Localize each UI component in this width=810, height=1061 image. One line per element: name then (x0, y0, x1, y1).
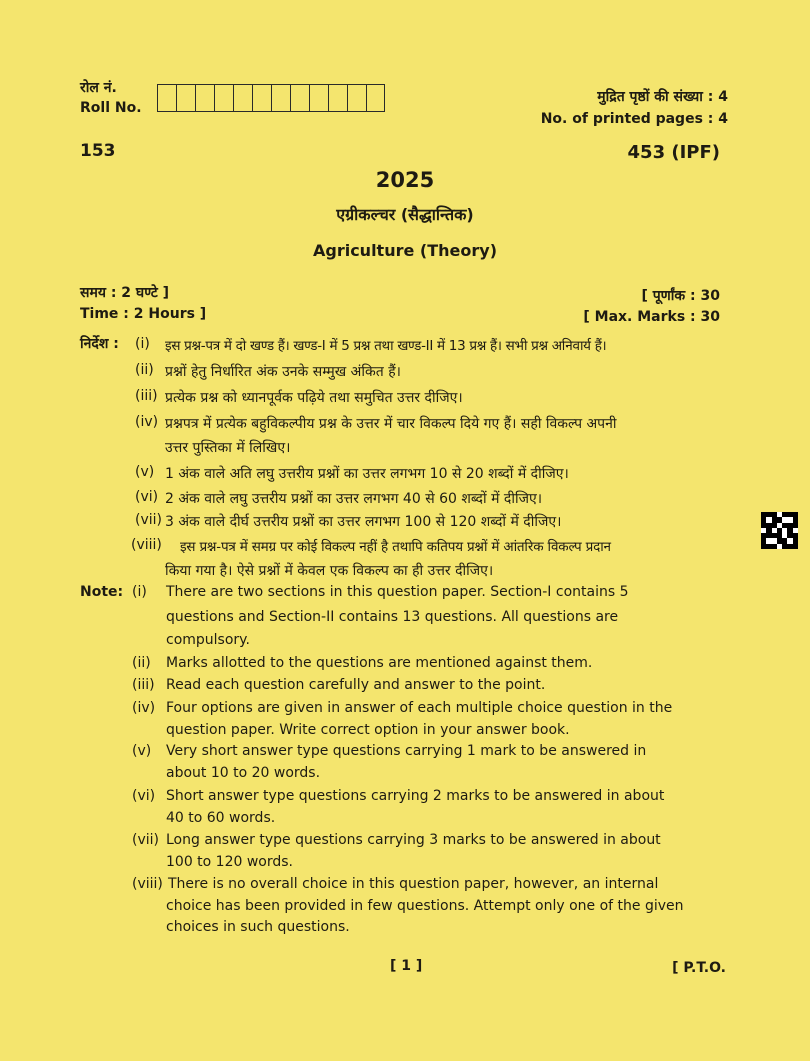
instruction-hi-text: 2 अंक वाले लघु उत्तरीय प्रश्नों का उत्तर लगभग 40 से 60 शब्दों में दीजिए। (165, 491, 543, 507)
instructions-label-hindi: निर्देश : (80, 336, 119, 352)
note-number: (viii) (132, 876, 163, 892)
note-number: (v) (132, 743, 152, 759)
time-english: Time : 2 Hours ] (80, 306, 207, 322)
printed-pages-english: No. of printed pages : 4 (540, 111, 728, 127)
instruction-hi-number: (iii) (135, 388, 158, 404)
instruction-hi-number: (v) (135, 464, 155, 480)
note-line: 40 to 60 words. (166, 810, 276, 826)
instruction-hi-text: 1 अंक वाले अति लघु उत्तरीय प्रश्नों का उत्तर लगभग 10 से 20 शब्दों में दीजिए। (165, 466, 569, 482)
note-line: 100 to 120 words. (166, 854, 294, 870)
subject-title-english: Agriculture (Theory) (312, 241, 497, 260)
instruction-hi-text: प्रश्नपत्र में प्रत्येक बहुविकल्पीय प्रश्न के उत्तर में चार विकल्प दिये गए हैं। सही विकल्प अपनी (165, 416, 617, 432)
instruction-hi-text: इस प्रश्न-पत्र में दो खण्ड हैं। खण्ड-I में 5 प्रश्न तथा खण्ड-II में 13 प्रश्न हैं। सभी प्रश्न अनिवार्य हैं। (165, 338, 607, 354)
note-number: (iv) (132, 700, 156, 716)
instruction-hi-text: इस प्रश्न-पत्र में समग्र पर कोई विकल्प नहीं है तथापि कतिपय प्रश्नों में आंतरिक विकल्प प्रदान (180, 539, 611, 555)
time-hindi: समय : 2 घण्टे ] (80, 285, 170, 301)
instruction-hi-text: उत्तर पुस्तिका में लिखिए। (165, 440, 291, 456)
subject-title-hindi: एग्रीकल्चर (सैद्धान्तिक) (336, 205, 474, 224)
note-line: about 10 to 20 words. (166, 765, 321, 781)
note-line: There is no overall choice in this question paper, however, an internal (168, 876, 659, 892)
note-line: Marks allotted to the questions are mentioned against them. (166, 655, 593, 671)
instruction-hi-text: 3 अंक वाले दीर्घ उत्तरीय प्रश्नों का उत्तर लगभग 100 से 120 शब्दों में दीजिए। (165, 514, 562, 530)
note-line: Very short answer type questions carrying 1 mark to be answered in (166, 743, 647, 759)
instruction-hi-text: किया गया है। ऐसे प्रश्नों में केवल एक विकल्प का ही उत्तर दीजिए। (165, 563, 494, 579)
max-marks-english: [ Max. Marks : 30 (583, 309, 720, 325)
printed-pages-hindi: मुद्रित पृष्ठों की संख्या : 4 (597, 89, 728, 105)
instruction-hi-number: (i) (135, 336, 150, 352)
paper-code-left: 153 (80, 141, 116, 161)
note-line: Short answer type questions carrying 2 marks to be answered in about (166, 788, 665, 804)
roll-label-english: Roll No. (80, 100, 142, 116)
note-line: question paper. Write correct option in your answer book. (166, 722, 570, 738)
exam-year: 2025 (375, 168, 435, 192)
note-line: Long answer type questions carrying 3 marks to be answered in about (166, 832, 661, 848)
note-line: compulsory. (166, 632, 250, 648)
qr-code-icon (761, 512, 798, 549)
paper-code-right: 453 (IPF) (627, 142, 720, 163)
note-line: There are two sections in this question paper. Section-I contains 5 (166, 584, 629, 600)
instructions-label-english: Note: (80, 584, 124, 600)
note-number: (i) (132, 584, 147, 600)
note-number: (iii) (132, 677, 155, 693)
instruction-hi-number: (vii) (135, 512, 162, 528)
instruction-hi-number: (ii) (135, 362, 154, 378)
instruction-hi-number: (iv) (135, 414, 159, 430)
instruction-hi-text: प्रश्नों हेतु निर्धारित अंक उनके सम्मुख अंकित हैं। (165, 364, 401, 380)
please-turn-over: [ P.T.O. (672, 960, 726, 976)
max-marks-hindi: [ पूर्णांक : 30 (641, 288, 720, 304)
roll-number-boxes[interactable] (157, 84, 385, 112)
note-number: (vi) (132, 788, 156, 804)
note-number: (ii) (132, 655, 151, 671)
note-line: questions and Section-II contains 13 questions. All questions are (166, 609, 619, 625)
instruction-hi-number: (vi) (135, 489, 159, 505)
note-line: Four options are given in answer of each multiple choice question in the (166, 700, 673, 716)
instruction-hi-text: प्रत्येक प्रश्न को ध्यानपूर्वक पढ़िये तथा समुचित उत्तर दीजिए। (165, 390, 463, 406)
page-number: [ 1 ] (390, 958, 423, 974)
instruction-hi-number: (viii) (131, 537, 162, 553)
note-number: (vii) (132, 832, 159, 848)
roll-label-hindi: रोल नं. (80, 80, 117, 96)
note-line: Read each question carefully and answer to the point. (166, 677, 546, 693)
note-line: choices in such questions. (166, 919, 350, 935)
note-line: choice has been provided in few questions. Attempt only one of the given (166, 898, 684, 914)
